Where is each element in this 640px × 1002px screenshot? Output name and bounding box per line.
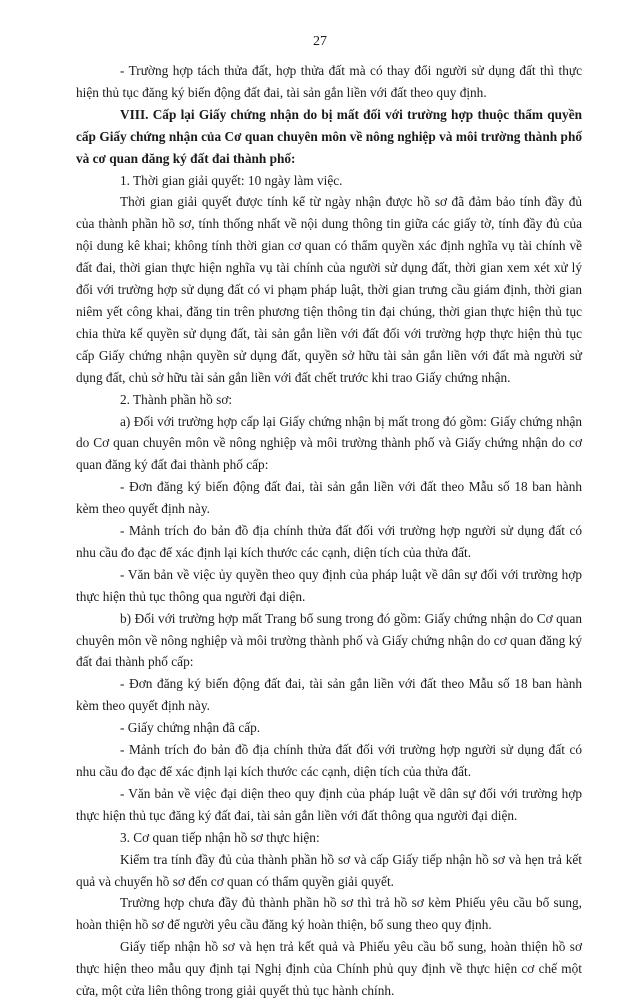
paragraph: - Đơn đăng ký biến động đất đai, tài sản gắn liền với đất theo Mẫu số 18 ban hành kèm theo quyết định này. xyxy=(76,676,582,714)
paragraph: - Đơn đăng ký biến động đất đai, tài sản gắn liền với đất theo Mẫu số 18 ban hành kèm theo quyết định này. xyxy=(76,479,582,517)
paragraph: a) Đối với trường hợp cấp lại Giấy chứng nhận bị mất trong đó gồm: Giấy chứng nhận do Cơ quan chuyên môn về nông nghiệp và môi trường thành phố và Giấy chứng nhận do cơ quan đăng ký đất đai thành phố cấp: xyxy=(76,413,582,473)
paragraph: Thời gian giải quyết được tính kể từ ngày nhận được hồ sơ đã đảm bảo tính đầy đủ của thành phần hồ sơ, tính thống nhất về nội dung thông tin giữa các giấy tờ, tính đầy đủ của nội dung kê khai; không tính thời gian cơ quan có thẩm quyền xác định nghĩa vụ tài chính về đất đai, thời gian thực hiện nghĩa vụ tài chính của người sử dụng đất, thời gian xem xét xử lý đối với trường hợp sử dụng đất có vi phạm pháp luật, thời gian trưng cầu giám định, thời gian niêm yết công khai, đăng tin trên phương tiện thông tin đại chúng, thời gian thực hiện thủ tục chia thừa kế quyền sử dụng đất, tài sản gắn liền với đất đối với trường hợp thực hiện thủ tục cấp Giấy chứng nhận quyền sử dụng đất, quyền sở hữu tài sản gắn liền với đất mà người sử dụng đất, chủ sở hữu tài sản gắn liền với đất chết trước khi trao Giấy chứng nhận. xyxy=(76,194,582,385)
paragraph: Trường hợp chưa đầy đủ thành phần hồ sơ thì trả hồ sơ kèm Phiếu yêu cầu bổ sung, hoàn thiện hồ sơ để người yêu cầu đăng ký hoàn thiện, bổ sung theo quy định. xyxy=(76,895,582,933)
paragraph: 1. Thời gian giải quyết: 10 ngày làm việc. xyxy=(120,172,343,188)
paragraph: - Văn bản về việc ủy quyền theo quy định của pháp luật về dân sự đối với trường hợp thực hiện thủ tục thông qua người đại diện. xyxy=(76,566,582,604)
paragraph: - Văn bản về việc đại diện theo quy định của pháp luật về dân sự đối với trường hợp thực hiện thủ tục đăng ký đất đai, tài sản gắn liền với đất thông qua người đại diện. xyxy=(76,785,582,823)
paragraph: 3. Cơ quan tiếp nhận hồ sơ thực hiện: xyxy=(120,829,320,845)
paragraph: 2. Thành phần hồ sơ: xyxy=(120,391,233,407)
paragraph: - Trường hợp tách thửa đất, hợp thửa đất mà có thay đổi người sử dụng đất thì thực hiện thủ tục đăng ký biến động đất đai, tài sản gắn liền với đất theo quy định. xyxy=(76,63,582,100)
page-number: 27 xyxy=(313,34,327,49)
paragraph: Giấy tiếp nhận hồ sơ và hẹn trả kết quả và Phiếu yêu cầu bổ sung, hoàn thiện hồ sơ thực hiện theo mẫu quy định tại Nghị định của Chính phủ quy định về thực hiện cơ chế một cửa, một cửa liên thông trong giải quyết thủ tục hành chính. xyxy=(76,939,582,999)
document-body xyxy=(76,60,582,1002)
paragraph: Kiểm tra tính đầy đủ của thành phần hồ sơ và cấp Giấy tiếp nhận hồ sơ và hẹn trả kết quả và chuyển hồ sơ đến cơ quan có thẩm quyền giải quyết. xyxy=(76,851,582,889)
paragraph: b) Đối với trường hợp mất Trang bổ sung trong đó gồm: Giấy chứng nhận do Cơ quan chuyên môn về nông nghiệp và môi trường thành phố và Giấy chứng nhận do cơ quan đăng ký đất đai thành phố cấp: xyxy=(76,610,582,670)
section-heading: VIII. Cấp lại Giấy chứng nhận do bị mất đối với trường hợp thuộc thẩm quyền cấp Giấy chứng nhận của Cơ quan chuyên môn về nông nghiệp và môi trường thành phố và cơ quan đăng ký đất đai thành phố: xyxy=(76,106,582,166)
paragraph: - Mảnh trích đo bản đồ địa chính thửa đất đối với trường hợp người sử dụng đất có nhu cầu đo đạc để xác định lại kích thước các cạnh, diện tích của thửa đất. xyxy=(76,523,582,560)
paragraph: - Mảnh trích đo bản đồ địa chính thửa đất đối với trường hợp người sử dụng đất có nhu cầu đo đạc để xác định lại kích thước các cạnh, diện tích của thửa đất. xyxy=(76,742,582,779)
paragraph: - Giấy chứng nhận đã cấp. xyxy=(120,720,261,736)
